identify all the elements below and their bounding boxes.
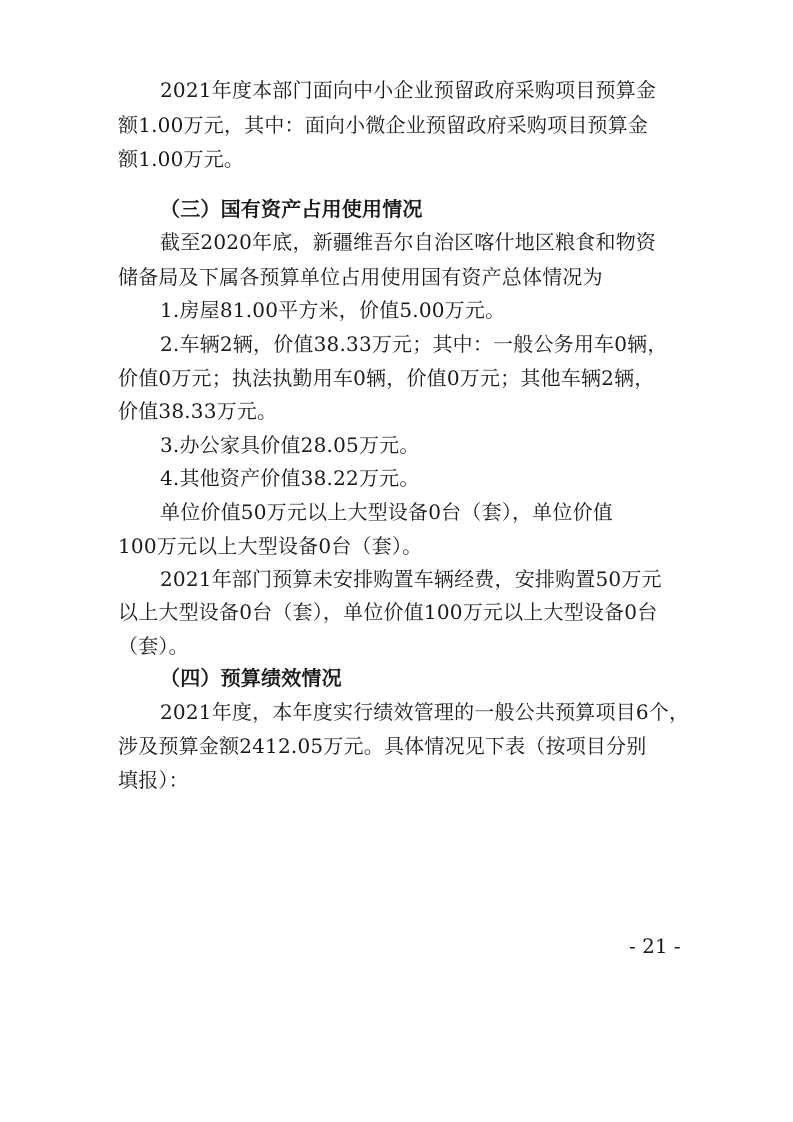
asset-item-vehicles-line-1: 2.车辆2辆，价值38.33万元；其中：一般公务用车0辆， xyxy=(160,332,668,356)
procurement-paragraph-line-3: 额1.00万元。 xyxy=(118,147,245,171)
equipment-line-1: 单位价值50万元以上大型设备0台（套），单位价值 xyxy=(160,500,613,524)
purchase-budget-line-1: 2021年部门预算未安排购置车辆经费，安排购置50万元 xyxy=(160,567,662,591)
procurement-paragraph-line-2: 额1.00万元，其中：面向小微企业预留政府采购项目预算金 xyxy=(118,113,649,137)
asset-item-vehicles-line-2: 价值0万元；执法执勤用车0辆，价值0万元；其他车辆2辆， xyxy=(118,366,655,390)
performance-line-2: 涉及预算金额2412.05万元。具体情况见下表（按项目分别 xyxy=(118,734,647,758)
purchase-budget-line-3: （套）。 xyxy=(118,634,189,658)
asset-item-vehicles-line-3: 价值38.33万元。 xyxy=(118,399,278,423)
procurement-paragraph-line-1: 2021年度本部门面向中小企业预留政府采购项目预算金 xyxy=(160,78,657,102)
section-4-heading: （四）预算绩效情况 xyxy=(160,666,342,690)
performance-line-1: 2021年度，本年度实行绩效管理的一般公共预算项目6个， xyxy=(160,700,690,724)
assets-intro-line-1: 截至2020年底，新疆维吾尔自治区喀什地区粮食和物资 xyxy=(160,230,657,254)
asset-item-furniture: 3.办公家具价值28.05万元。 xyxy=(160,433,420,457)
performance-line-3: 填报）： xyxy=(118,768,189,792)
purchase-budget-line-2: 以上大型设备0台（套），单位价值100万元以上大型设备0台 xyxy=(118,600,658,624)
asset-item-other: 4.其他资产价值38.22万元。 xyxy=(160,466,420,490)
section-3-heading: （三）国有资产占用使用情况 xyxy=(160,197,423,221)
page-number: - 21 - xyxy=(629,934,681,958)
asset-item-housing: 1.房屋81.00平方米，价值5.00万元。 xyxy=(160,298,506,322)
assets-intro-line-2: 储备局及下属各预算单位占用使用国有资产总体情况为 xyxy=(118,265,603,289)
equipment-line-2: 100万元以上大型设备0台（套）。 xyxy=(118,534,423,558)
